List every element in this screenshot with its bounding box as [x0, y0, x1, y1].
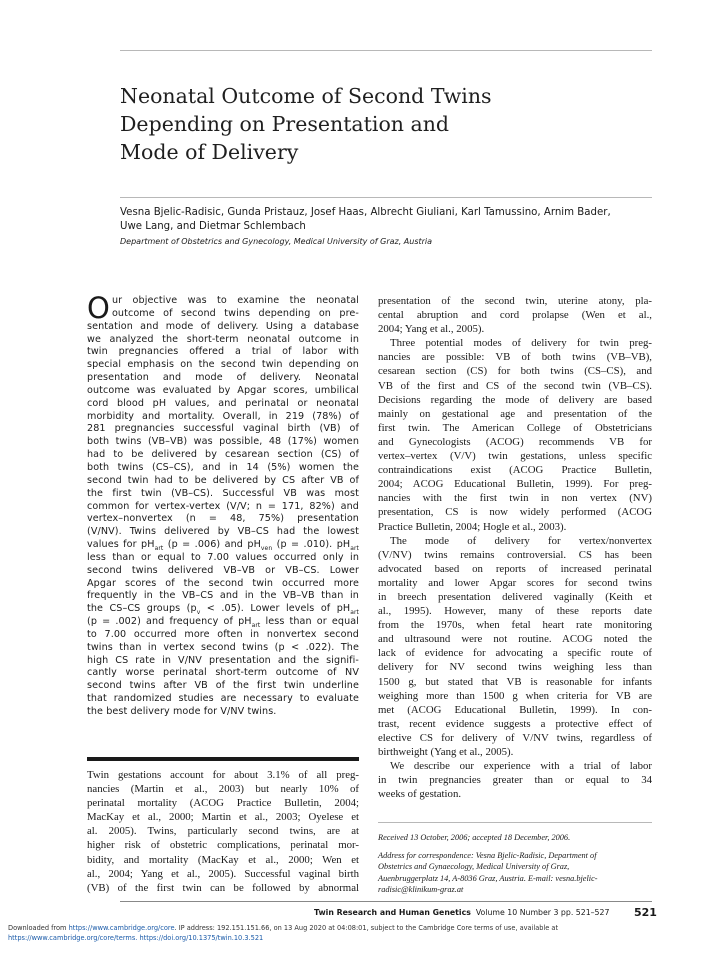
abstract-line: (p = .002) and frequency of $pH_{art}$ less than or equal: [87, 616, 359, 629]
page-number: 521: [634, 906, 657, 919]
correspondence-line: Obstetrics and Gynaecology, Medical University of Graz,: [378, 862, 570, 872]
body-line: al., 2004; Yang et al., 2005). Successful vaginal birth: [87, 867, 359, 880]
abstract-line: the first twin (VB–CS). Successful VB was most: [87, 487, 359, 499]
abstract-line: special emphasis on the second twin depending on: [87, 359, 359, 371]
body-line: Twin gestations account for about 3.1% of all preg-: [87, 769, 359, 781]
abstract-line: twin pregnancies offered a trial of labor with: [87, 346, 359, 358]
abstract-line: second twins delivered VB–VB or VB–CS. Lower: [87, 564, 359, 576]
body-line: mainly on gestational age and presentation of the: [378, 407, 652, 420]
author-line: Vesna Bjelic-Radisic, Gunda Pristauz, Josef Haas, Albrecht Giuliani, Karl Tamussino, Arnim Bader,: [120, 207, 611, 218]
body-line: delivery for NV second twins weighing less than: [378, 661, 652, 674]
journal-footer: [314, 908, 609, 917]
body-line: lack of evidence for advocating a specific route of: [378, 647, 652, 660]
body-line: trast, recent evidence suggests a protective effect of: [378, 717, 652, 730]
download-prefix: Downloaded from: [8, 924, 69, 932]
abstract-line: outcome was evaluated by Apgar scores, umbilical: [87, 384, 359, 396]
abstract-line: second twin had to be delivered by CS after VB of: [87, 474, 359, 486]
abstract: [87, 291, 359, 719]
abstract-line: frequently in the VB–CS and in the VB–VB than in: [87, 590, 359, 602]
body-line: 1500 g, but stated that VB is reasonable for infants: [378, 675, 652, 688]
body-line: vertex–vertex (V/V) twin gestations, unless specific: [378, 450, 652, 463]
intro-right-column: [378, 294, 652, 801]
abstract-line: we analyzed the short-term neonatal outcome in: [87, 333, 359, 345]
abstract-dropcap: O: [87, 291, 110, 325]
body-line: 2004; Yang et al., 2005).: [378, 323, 485, 336]
body-line: first twin. The American College of Obstetricians: [378, 421, 652, 434]
body-line: birthweight (Yang et al., 2005).: [378, 746, 514, 758]
body-line: higher risk of obstetric complications, perinatal mor-: [87, 839, 359, 852]
body-line: nancies are possible: VB of both twins (VB–VB),: [378, 351, 652, 364]
abstract-line: values for $pH_{art}$ (p = .006) and $pH_{ven}$ (p = .010). $pH_{art}$: [87, 539, 359, 552]
abstract-line: both twins (VB–VB) was possible, 48 (17%) women: [87, 436, 359, 448]
body-line: presentation, CS is now widely performed (ACOG: [378, 506, 652, 519]
body-line: and Gynecologists (ACOG) recommends VB for: [378, 435, 652, 448]
body-line: Decisions regarding the mode of delivery are based: [378, 393, 652, 406]
abstract-line: less than or equal to 7.00 values occurred only in: [87, 551, 359, 563]
body-line: Practice Bulletin, 2004; Hogle et al., 2003).: [378, 520, 567, 533]
body-line: The mode of delivery for vertex/nonvertex: [390, 534, 652, 547]
body-line: elective CS for delivery of V/NV twins, regardless of: [378, 731, 652, 744]
author-line: Uwe Lang, and Dietmar Schlembach: [120, 220, 306, 232]
body-line: cental abruption and cord prolapse (Wen et al.,: [378, 309, 652, 322]
abstract-line: morbidity and mortality. Overall, in 219 (78%) of: [87, 410, 359, 422]
body-line: presentation of the second twin, uterine atony, pla-: [378, 295, 652, 307]
journal-name: Twin Research and Human Genetics: [314, 908, 471, 917]
abstract-line: presentation and mode of delivery. Neonatal: [87, 372, 359, 384]
body-line: perinatal mortality (ACOG Practice Bulletin, 2004;: [87, 797, 359, 810]
correspondence-line: radisic@klinikum-graz.at: [378, 885, 464, 895]
author-list: [120, 206, 660, 233]
doi-link[interactable]: . https://doi.org/10.1375/twin.10.3.521: [135, 934, 264, 942]
notes-rule: [378, 822, 652, 823]
abstract-line: twins than in vertex second twins (p < .022). The: [87, 641, 359, 653]
download-notice: [8, 923, 714, 943]
abstract-divider: [87, 757, 359, 761]
body-line: Three potential modes of delivery for twin preg-: [390, 337, 652, 350]
body-line: VB of the first and CS of the second twin (VB–CS).: [378, 379, 652, 392]
body-line: nancies (Martin et al., 2003) but nearly 10% of: [87, 783, 359, 796]
abstract-line: that randomized studies are necessary to evaluate: [87, 693, 359, 705]
body-line: al. 2005). Twins, particularly second twins, are at: [87, 825, 359, 838]
body-line: cesarean section (CS) for both twins (CS–CS), and: [378, 365, 652, 378]
body-line: MacKay et al., 2000; Martin et al., 2003; Oyelese et: [87, 811, 359, 824]
abstract-line: the CS–CS groups $(p_v < .05)$. Lower levels of $pH_{art}$: [87, 603, 359, 617]
abstract-line: to 7.00 occurred more often in nonvertex second: [87, 628, 359, 640]
affiliation: Department of Obstetrics and Gynecology, Medical University of Graz, Austria: [120, 237, 433, 246]
abstract-line: common for vertex-vertex (V/V; n = 171, 82%) and: [87, 500, 359, 512]
abstract-line: both twins (CS–CS), and in 14 (5%) women the: [87, 461, 359, 473]
body-line: in twin pregnancies greater than or equal to 34: [378, 774, 652, 787]
abstract-line: cantly worse perinatal short-term outcome of NV: [87, 667, 359, 679]
abstract-line: outcome of second twins depending on pre-: [111, 307, 359, 319]
body-line: contraindications exist (ACOG Practice Bulletin,: [378, 464, 652, 477]
body-line: and ultrasound were not routine. ACOG noted the: [378, 633, 652, 646]
abstract-line: Apgar scores of the second twin occurred more: [87, 577, 359, 589]
download-middle: . IP address: 192.151.151.66, on 13 Aug 2020 at 04:08:01, subject to the Cambridge Core terms of use, available at: [174, 924, 559, 932]
title-line: Depending on Presentation and: [120, 112, 450, 136]
top-rule: [120, 50, 652, 51]
cambridge-core-link[interactable]: https://www.cambridge.org/core: [68, 924, 175, 932]
body-line: from the 1970s, when fetal heart rate monitoring: [378, 619, 652, 632]
abstract-line: had to be delivered by cesarean section (CS) of: [87, 449, 359, 461]
abstract-line: cord blood pH values, and perinatal or neonatal: [87, 397, 359, 409]
correspondence-line: Auenbruggerplatz 14, A-8036 Graz, Austria. E-mail: vesna.bjelic-: [378, 873, 598, 883]
body-line: (V/NV) twins remains controversial. CS has been: [378, 548, 652, 561]
body-line: met (ACOG Educational Bulletin, 1999). In con-: [378, 703, 652, 716]
body-line: advocated based on reports of increased perinatal: [378, 562, 652, 575]
abstract-line: high CS rate in V/NV presentation and the signifi-: [87, 654, 359, 666]
body-line: bidity, and mortality (MacKay et al., 2000; Wen et: [87, 853, 359, 866]
intro-left-column: [87, 768, 359, 895]
body-line: (VB) of the first twin can be followed by abnormal: [87, 881, 359, 894]
article-title: [120, 82, 640, 166]
body-line: in breech presentation delivered vaginally (Keith et: [378, 590, 652, 603]
title-line: Neonatal Outcome of Second Twins: [120, 84, 492, 108]
journal-issue: Volume 10 Number 3 pp. 521–527: [475, 908, 610, 917]
body-line: mortality and lower Apgar scores for second twins: [378, 576, 652, 589]
body-line: al., 1995). However, many of these reports date: [378, 605, 652, 618]
abstract-line: (V/NV). Twins delivered by VB–CS had the lowest: [87, 526, 359, 538]
abstract-line: 281 pregnancies successful vaginal birth (VB) of: [87, 423, 359, 435]
abstract-line: second twins after VB of the first twin underline: [87, 680, 359, 692]
body-line: weeks of gestation.: [378, 788, 462, 801]
footer-rule: [120, 901, 652, 902]
title-line: Mode of Delivery: [120, 140, 299, 164]
abstract-line: ur objective was to examine the neonatal: [111, 295, 359, 306]
abstract-line: vertex–nonvertex (n = 48, 75%) presentation: [87, 513, 359, 525]
abstract-line: the best delivery mode for V/NV twins.: [87, 706, 277, 717]
abstract-line: sentation and mode of delivery. Using a database: [87, 320, 359, 332]
received-note: Received 13 October, 2006; accepted 18 December, 2006.: [378, 833, 571, 842]
correspondence-line: Address for correspondence: Vesna Bjelic-Radisic, Department of: [378, 850, 597, 860]
body-line: nancies with the first twin in non vertex (NV): [378, 492, 652, 505]
terms-link[interactable]: https://www.cambridge.org/core/terms: [8, 934, 136, 942]
body-line: 2004; ACOG Educational Bulletin, 1999). For preg-: [378, 478, 652, 491]
body-line: weighing more than 1500 g when criteria for VB are: [378, 689, 652, 702]
article-notes: [378, 832, 652, 896]
title-rule: [120, 197, 652, 198]
body-line: We describe our experience with a trial of labor: [390, 760, 652, 773]
